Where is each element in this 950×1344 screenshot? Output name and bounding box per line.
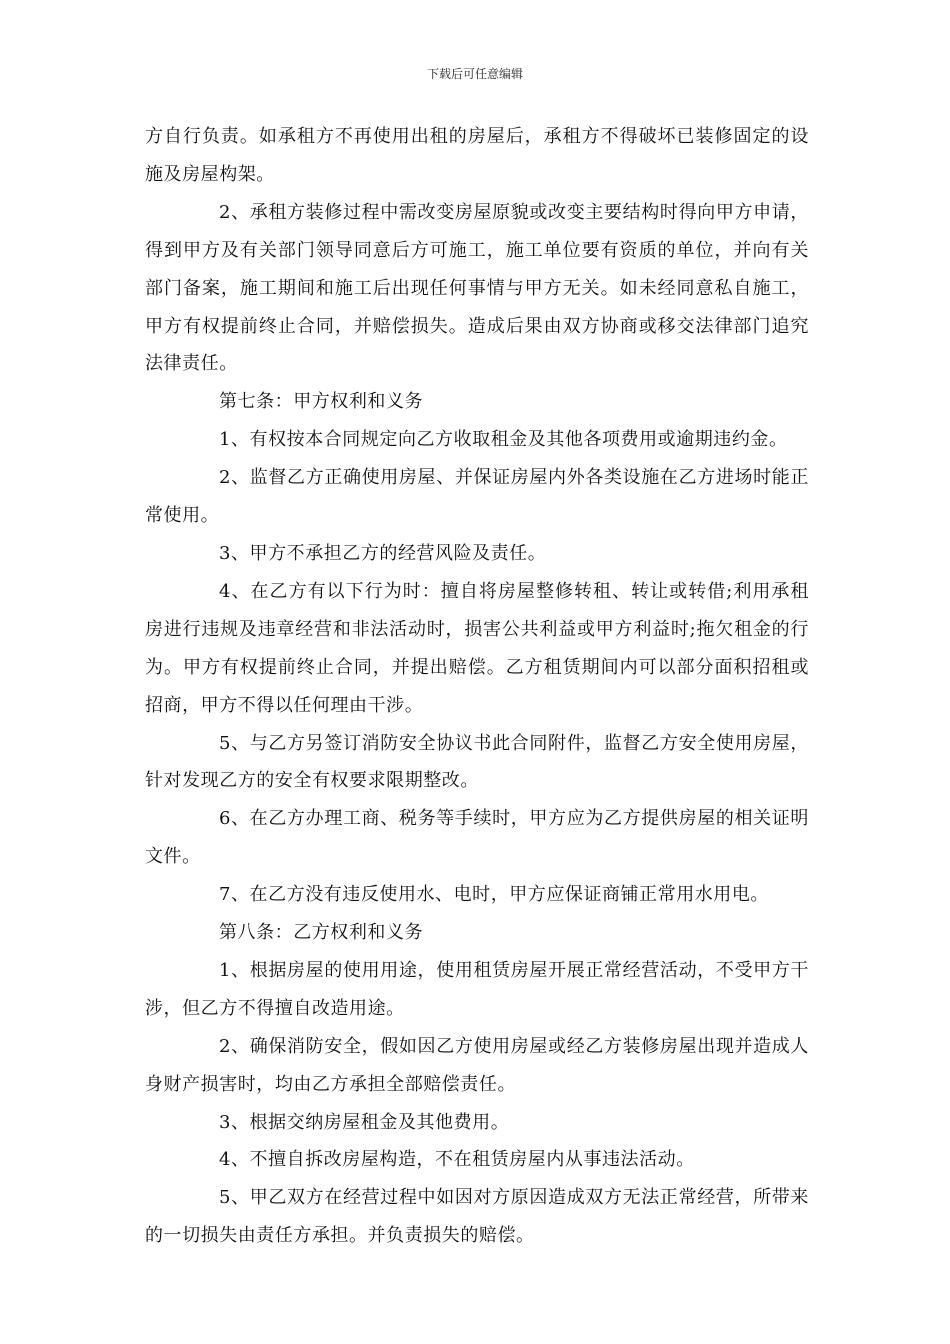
- section-heading: 第七条：甲方权利和义务: [219, 391, 424, 413]
- paragraph: 4、不擅自拆改房屋构造，不在租赁房屋内从事违法活动。: [219, 1149, 695, 1171]
- paragraph: 3、根据交纳房屋租金及其他费用。: [219, 1111, 510, 1133]
- paragraph: 3、甲方不承担乙方的经营风险及责任。: [219, 542, 547, 564]
- paragraph: 1、根据房屋的使用用途，使用租赁房屋开展正常经营活动，不受甲方干涉，但乙方不得擅自改造用途。: [145, 959, 809, 1019]
- paragraph: 7、在乙方没有违反使用水、电时，甲方应保证商铺正常用水用电。: [219, 884, 769, 906]
- document-body: [145, 118, 809, 1255]
- paragraph: 2、承租方装修过程中需改变房屋原貌或改变主要结构时得向甲方申请，得到甲方及有关部门领导同意后方可施工，施工单位要有资质的单位，并向有关部门备案，施工期间和施工后出现任何事情与甲方无关。如未经同意私自施工，甲方有权提前终止合同，并赔偿损失。造成后果由双方协商或移交法律部门追究法律责任。: [145, 201, 809, 375]
- paragraph: 4、在乙方有以下行为时：擅自将房屋整修转租、转让或转借;利用承租房进行违规及违章经营和非法活动时，损害公共利益或甲方利益时;拖欠租金的行为。甲方有权提前终止合同，并提出赔偿。乙方租赁期间内可以部分面积招租或招商，甲方不得以任何理由干涉。: [145, 580, 809, 716]
- paragraph: 5、与乙方另签订消防安全协议书此合同附件，监督乙方安全使用房屋，针对发现乙方的安全有权要求限期整改。: [145, 732, 809, 792]
- paragraph: 6、在乙方办理工商、税务等手续时，甲方应为乙方提供房屋的相关证明文件。: [145, 808, 809, 868]
- paragraph: 方自行负责。如承租方不再使用出租的房屋后，承租方不得破坏已装修固定的设施及房屋构架。: [145, 126, 809, 185]
- section-heading: 第八条：乙方权利和义务: [219, 922, 424, 944]
- paragraph: 1、有权按本合同规定向乙方收取租金及其他各项费用或逾期违约金。: [219, 429, 788, 451]
- paragraph: 2、监督乙方正确使用房屋、并保证房屋内外各类设施在乙方进场时能正常使用。: [145, 467, 809, 527]
- page-header: 下载后可任意编辑: [426, 67, 523, 81]
- paragraph: 2、确保消防安全，假如因乙方使用房屋或经乙方装修房屋出现并造成人身财产损害时，均由乙方承担全部赔偿责任。: [145, 1035, 809, 1095]
- paragraph: 5、甲乙双方在经营过程中如因对方原因造成双方无法正常经营，所带来的一切损失由责任方承担。并负责损失的赔偿。: [145, 1187, 809, 1247]
